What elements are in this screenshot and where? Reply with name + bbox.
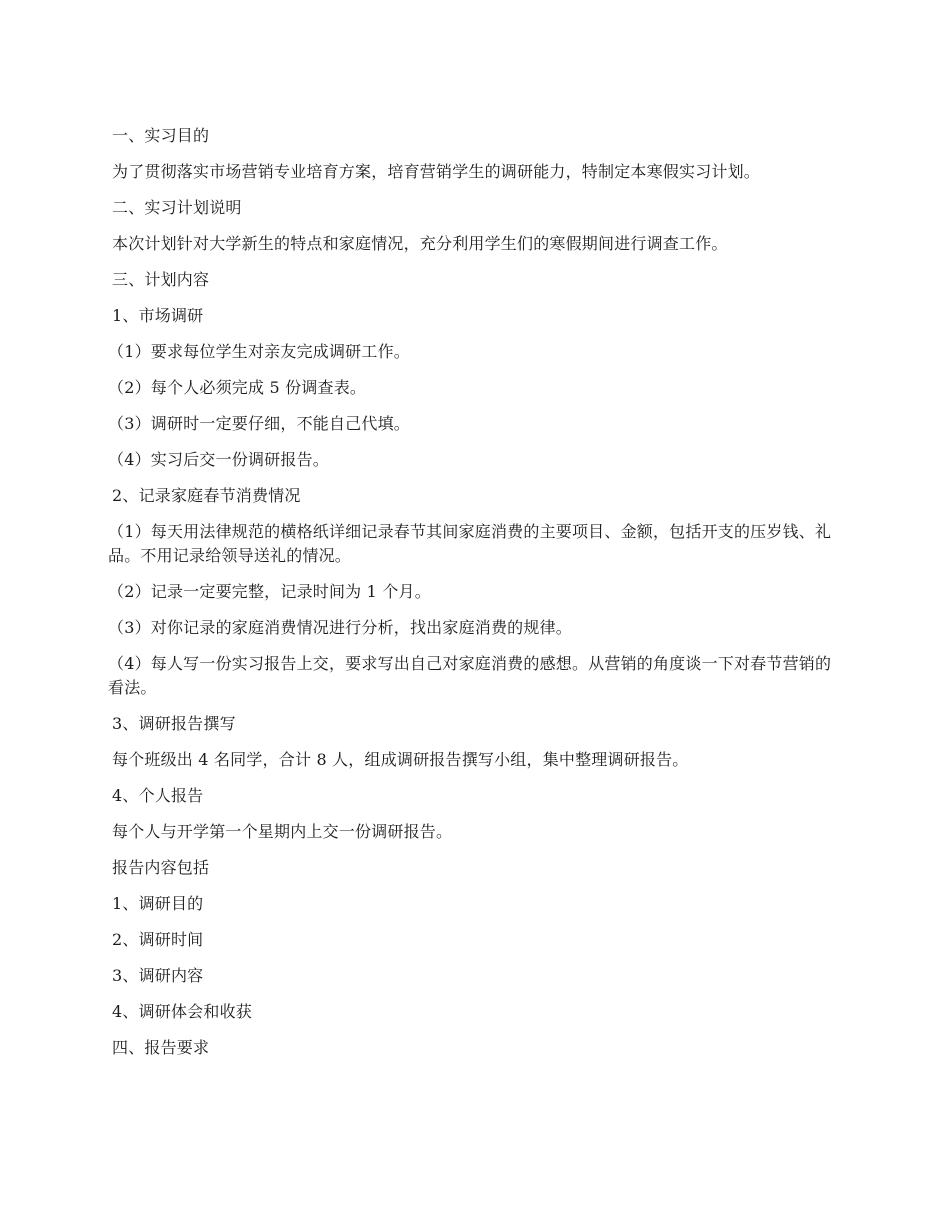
document-body — [108, 124, 834, 1072]
list-item-spending-2: （2）记录一定要完整，记录时间为 1 个月。 — [108, 582, 431, 601]
heading-internship-purpose: 一、实习目的 — [112, 126, 210, 145]
subheading-household-spending: 2、记录家庭春节消费情况 — [112, 486, 301, 505]
paragraph-report-writing-text: 每个班级出 4 名同学，合计 8 人，组成调研报告撰写小组，集中整理调研报告。 — [112, 750, 689, 769]
list-item-report-content-1: 1、调研目的 — [112, 894, 204, 913]
list-item-research-4: （4）实习后交一份调研报告。 — [108, 450, 329, 469]
list-item-spending-3: （3）对你记录的家庭消费情况进行分析，找出家庭消费的规律。 — [108, 618, 572, 637]
paragraph-plan-description-text: 本次计划针对大学新生的特点和家庭情况，充分利用学生们的寒假期间进行调查工作。 — [112, 234, 728, 253]
heading-plan-description: 二、实习计划说明 — [112, 198, 242, 217]
subheading-report-writing: 3、调研报告撰写 — [112, 714, 236, 733]
heading-report-requirements: 四、报告要求 — [112, 1038, 210, 1057]
list-item-report-content-3: 3、调研内容 — [112, 966, 204, 985]
paragraph-personal-report-text: 每个人与开学第一个星期内上交一份调研报告。 — [112, 822, 453, 841]
list-item-spending-4: （4）每人写一份实习报告上交，要求写出自己对家庭消费的感想。从营销的角度谈一下对春节营销的看法。 — [108, 654, 832, 697]
paragraph-report-contents-intro: 报告内容包括 — [112, 858, 210, 877]
list-item-report-content-4: 4、调研体会和收获 — [112, 1002, 252, 1021]
list-item-report-content-2: 2、调研时间 — [112, 930, 204, 949]
subheading-personal-report: 4、个人报告 — [112, 786, 204, 805]
heading-plan-content: 三、计划内容 — [112, 270, 210, 289]
subheading-market-research: 1、市场调研 — [112, 306, 204, 325]
paragraph-purpose-text: 为了贯彻落实市场营销专业培育方案，培育营销学生的调研能力，特制定本寒假实习计划。 — [112, 162, 761, 181]
list-item-research-1: （1）要求每位学生对亲友完成调研工作。 — [108, 342, 410, 361]
list-item-research-3: （3）调研时一定要仔细，不能自己代填。 — [108, 414, 410, 433]
list-item-research-2: （2）每个人必须完成 5 份调查表。 — [108, 378, 367, 397]
list-item-spending-1: （1）每天用法律规范的横格纸详细记录春节其间家庭消费的主要项目、金额，包括开支的压岁钱、礼品。不用记录给领导送礼的情况。 — [108, 522, 832, 565]
